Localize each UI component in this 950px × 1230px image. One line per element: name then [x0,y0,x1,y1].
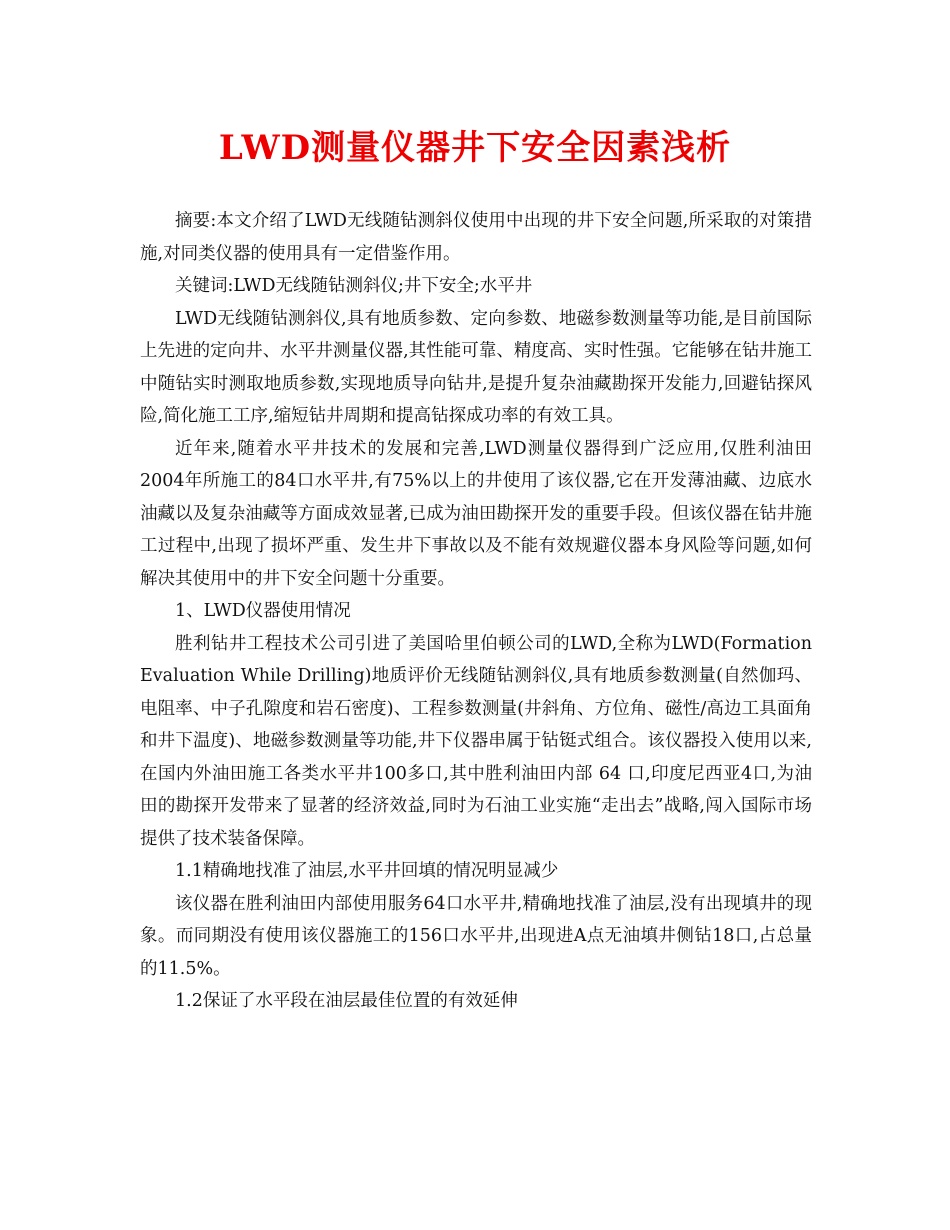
section-heading-1: 1、LWD仪器使用情况 [175,601,351,621]
section-heading-1-2: 1.2保证了水平段在油层最佳位置的有效延伸 [175,991,518,1011]
section-1-1-paragraph: 该仪器在胜利油田内部使用服务64口水平井,精确地找准了油层,没有出现填井的现象。而同期没有使用该仪器施工的156口水平井,出现进A点无油填井侧钻18口,占总量的11.5%。 [140,893,812,979]
section-1-paragraph: 胜利钻井工程技术公司引进了美国哈里伯顿公司的LWD,全称为LWD(Formation Evaluation While Drilling)地质评价无线随钻测斜仪,具有地质参数测量(自然伽玛、电阻率、中子孔隙度和岩石密度)、工程参数测量(井斜角、方位角、磁性/高边工具面角和井下温度)、地磁参数测量等功能,井下仪器串属于钻铤式组合。该仪器投入使用以来,在国内外油田施工各类水平井100多口,其中胜利油田内部 64 口,印度尼西亚4口,为油田的勘探开发带来了显著的经济效益,同时为石油工业实施“走出去”战略,闯入国际市场提供了技术装备保障。 [140,633,812,849]
keywords-paragraph: 关键词:LWD无线随钻测斜仪;井下安全;水平井 [175,276,533,296]
intro-paragraph: LWD无线随钻测斜仪,具有地质参数、定向参数、地磁参数测量等功能,是目前国际上先进的定向井、水平井测量仪器,其性能可靠、精度高、实时性强。它能够在钻井施工中随钻实时测取地质参数,实现地质导向钻井,是提升复杂油藏勘探开发能力,回避钻探风险,简化施工工序,缩短钻井周期和提高钻探成功率的有效工具。 [140,308,812,426]
document-body [140,205,812,1018]
background-paragraph: 近年来,随着水平井技术的发展和完善,LWD测量仪器得到广泛应用,仅胜利油田2004年所施工的84口水平井,有75%以上的井使用了该仪器,它在开发薄油藏、边底水油藏以及复杂油藏等方面成效显著,已成为油田勘探开发的重要手段。但该仪器在钻井施工过程中,出现了损坏严重、发生井下事故以及不能有效规避仪器本身风险等问题,如何解决其使用中的井下安全问题十分重要。 [140,438,812,589]
section-heading-1-1: 1.1精确地找准了油层,水平井回填的情况明显减少 [175,861,559,881]
document-title: LWD测量仪器井下安全因素浅析 [218,128,732,168]
abstract-paragraph: 摘要:本文介绍了LWD无线随钻测斜仪使用中出现的井下安全问题,所采取的对策措施,对同类仪器的使用具有一定借鉴作用。 [140,211,812,264]
